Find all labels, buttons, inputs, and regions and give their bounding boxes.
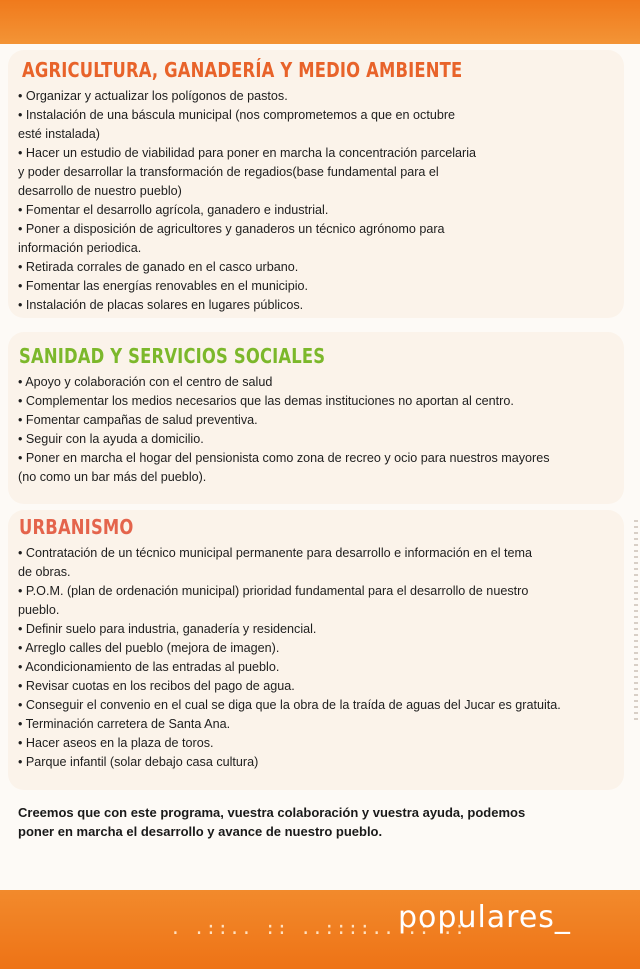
list-item: • Fomentar las energías renovables en el municipio. [18,279,309,293]
list-item: y poder desarrollar la transformación de regadios(base fundamental para el [18,165,439,179]
list-item: • Instalación de una báscula municipal (nos comprometemos a que en octubre [18,108,456,122]
section-urbanismo [18,515,598,772]
list-item: • Apoyo y colaboración con el centro de salud [18,375,273,389]
list-item: de obras. [18,565,71,579]
list-item: • Hacer un estudio de viabilidad para poner en marcha la concentración parcelaria [18,146,477,160]
section-sanidad [18,344,598,487]
list-item: (no como un bar más del pueblo). [18,470,207,484]
list-item: • Definir suelo para industria, ganadería y residencial. [18,622,317,636]
list-item: esté instalada) [18,127,100,141]
closing-statement [18,803,608,841]
section-agricultura [18,58,598,315]
section-heading: SANIDAD Y SERVICIOS SOCIALES [19,344,326,368]
list-item: información periodica. [18,241,142,255]
section-list [18,373,598,487]
list-item: • Fomentar campañas de salud preventiva. [18,413,258,427]
section-list [18,544,598,772]
list-item: • Conseguir el convenio en el cual se diga que la obra de la traída de aguas del Jucar es gratuita. [18,698,561,712]
margin-dots-decoration [634,520,638,720]
footer-dots-decoration: . .::.. :: ..::::.. .: :: [170,918,466,939]
list-item: • Hacer aseos en la plaza de toros. [18,736,214,750]
list-item: • Poner en marcha el hogar del pensionista como zona de recreo y ocio para nuestros mayores [18,451,550,465]
closing-line: poner en marcha el desarrollo y avance de nuestro pueblo. [18,824,383,839]
closing-line: Creemos que con este programa, vuestra colaboración y vuestra ayuda, podemos [18,805,526,820]
top-orange-band [0,0,640,44]
list-item: • Instalación de placas solares en lugares públicos. [18,298,304,312]
list-item: • Complementar los medios necesarios que las demas instituciones no aportan al centro. [18,394,514,408]
footer-band [0,890,640,969]
list-item: • Retirada corrales de ganado en el casco urbano. [18,260,299,274]
list-item: • Parque infantil (solar debajo casa cultura) [18,755,259,769]
list-item: • P.O.M. (plan de ordenación municipal) prioridad fundamental para el desarrollo de nuestro [18,584,529,598]
populares-logo: populares_ [398,900,571,935]
list-item: • Poner a disposición de agricultores y ganaderos un técnico agrónomo para [18,222,445,236]
list-item: • Fomentar el desarrollo agrícola, ganadero e industrial. [18,203,329,217]
list-item: • Acondicionamiento de las entradas al pueblo. [18,660,280,674]
list-item: pueblo. [18,603,60,617]
list-item: desarrollo de nuestro pueblo) [18,184,182,198]
list-item: • Terminación carretera de Santa Ana. [18,717,231,731]
list-item: • Contratación de un técnico municipal permanente para desarrollo e información en el tema [18,546,533,560]
list-item: • Arreglo calles del pueblo (mejora de imagen). [18,641,280,655]
list-item: • Seguir con la ayuda a domicilio. [18,432,204,446]
section-list [18,87,598,315]
list-item: • Organizar y actualizar los polígonos de pastos. [18,89,288,103]
section-heading: URBANISMO [19,515,134,539]
section-heading: AGRICULTURA, GANADERÍA Y MEDIO AMBIENTE [22,58,463,82]
list-item: • Revisar cuotas en los recibos del pago de agua. [18,679,295,693]
